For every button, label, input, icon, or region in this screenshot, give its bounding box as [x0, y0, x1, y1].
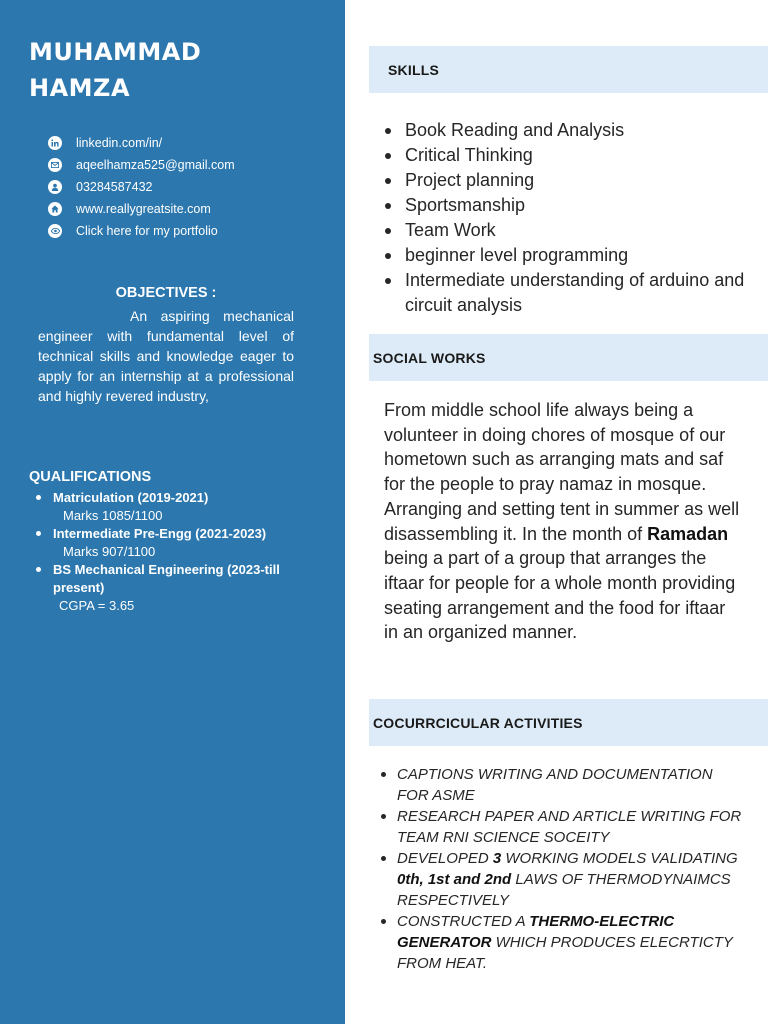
person-name	[29, 34, 201, 106]
item-text: DEVELOPED	[397, 850, 493, 867]
item-text: WHICH PRODUCES ELECRTICTY FROM HEAT.	[397, 934, 733, 972]
phone-icon	[48, 180, 62, 194]
item-text: CONSTRUCTED A	[397, 913, 530, 930]
list-item: Book Reading and Analysis	[383, 118, 753, 143]
social-paragraph	[384, 398, 744, 645]
qualification-name: Matriculation (2019-2021)	[53, 490, 209, 505]
list-item: beginner level programming	[383, 243, 753, 268]
social-text-start: From middle school life always being a volunteer in doing chores of mosque of our hometown such as arranging mats and saf for the people to pray namaz in mosque. Arranging and setting tent in summer as well disassembling it. In the month of	[384, 400, 740, 544]
website-link[interactable]: www.reallygreatsite.com	[76, 202, 211, 216]
social-heading: SOCIAL WORKS	[373, 349, 486, 366]
contact-portfolio[interactable]	[48, 220, 235, 242]
contact-website[interactable]	[48, 198, 235, 220]
linkedin-link[interactable]: linkedin.com/in/	[76, 136, 163, 150]
contact-linkedin[interactable]	[48, 132, 235, 154]
list-item: Sportsmanship	[383, 193, 753, 218]
social-header	[369, 334, 768, 381]
list-item	[378, 848, 748, 911]
email-link[interactable]: aqeelhamza525@gmail.com	[76, 158, 235, 172]
list-item: RESEARCH PAPER AND ARTICLE WRITING FOR TEAM RNI SCIENCE SOCEITY	[378, 806, 748, 848]
qualification-detail: Marks 1085/1100	[63, 508, 163, 523]
list-item: CAPTIONS WRITING AND DOCUMENTATION FOR ASME	[378, 764, 748, 806]
skills-header	[369, 46, 768, 93]
list-item	[29, 525, 319, 561]
social-text-bold: Ramadan	[647, 523, 729, 544]
item-text-bold: THERMO-ELECTRIC GENERATOR	[397, 913, 675, 951]
contact-phone[interactable]	[48, 176, 235, 198]
social-text-end: being a part of a group that arranges the iftaar for people for a whole month providing seating arrangement and the food for iftaar in an organized manner.	[384, 548, 736, 643]
list-item	[29, 561, 319, 615]
cocurricular-heading: COCURRCICULAR ACTIVITIES	[373, 714, 583, 731]
skills-heading: SKILLS	[388, 61, 439, 78]
item-text-bold: 0th, 1st and 2nd	[397, 871, 512, 888]
list-item: Intermediate understanding of arduino and circuit analysis	[383, 268, 753, 318]
list-item: Team Work	[383, 218, 753, 243]
sidebar	[0, 0, 345, 1024]
portfolio-link[interactable]: Click here for my portfolio	[76, 224, 218, 238]
first-name: MUHAMMAD	[29, 38, 202, 66]
qualifications-list	[29, 489, 319, 615]
contact-email[interactable]	[48, 154, 235, 176]
objectives-text: An aspiring mechanical engineer with fundamental level of technical skills and knowledge eager to apply for an internship at a professional and highly revered industry,	[38, 308, 294, 404]
eye-icon	[48, 224, 62, 238]
item-text-bold: 3	[492, 850, 502, 867]
qualification-detail: CGPA = 3.65	[59, 598, 135, 613]
email-icon	[48, 158, 62, 172]
cocurricular-header	[369, 699, 768, 746]
last-name: HAMZA	[29, 74, 131, 102]
qualifications-heading: QUALIFICATIONS	[29, 469, 152, 485]
qualification-name: BS Mechanical Engineering (2023-till present)	[53, 562, 280, 595]
qualification-name: Intermediate Pre-Engg (2021-2023)	[53, 526, 267, 541]
list-item: Critical Thinking	[383, 143, 753, 168]
list-item	[378, 911, 748, 974]
phone-number[interactable]: 03284587432	[76, 180, 153, 194]
qualification-detail: Marks 907/1100	[63, 544, 156, 559]
objectives-heading: OBJECTIVES :	[115, 285, 217, 301]
item-text: WORKING MODELS VALIDATING	[501, 850, 738, 867]
list-item: Project planning	[383, 168, 753, 193]
cocurricular-list	[378, 764, 748, 974]
item-text: LAWS OF THERMODYNAIMCS RESPECTIVELY	[397, 871, 731, 909]
skills-list	[383, 118, 753, 318]
linkedin-icon	[48, 136, 62, 150]
home-icon	[48, 202, 62, 216]
contact-list	[48, 132, 235, 242]
list-item	[29, 489, 319, 525]
